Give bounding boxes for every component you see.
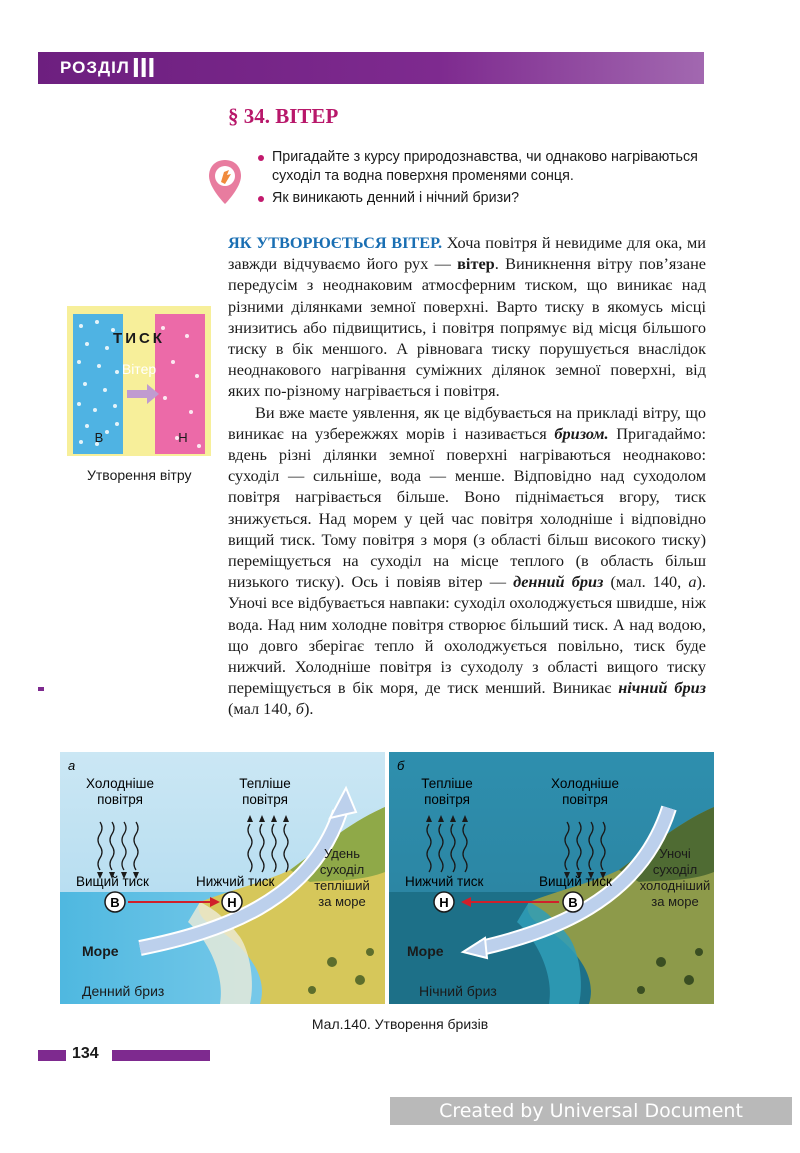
land-note: суходіл [652,862,698,877]
land-note: Удень [323,846,361,861]
sea-label: Море [407,943,444,959]
term-breeze: бризом. [554,423,609,443]
text-run: б [295,699,304,719]
land-note: холодніший [639,878,711,893]
figure-caption: Мал.140. Утворення бризів [311,1016,489,1032]
pressure-title: ТИСК [113,330,165,347]
text-run: а [688,572,697,592]
land-note: суходіл [319,862,365,877]
wind-formation-figure [67,306,211,456]
low-pressure-label: Нижчий тиск [196,874,275,889]
high-marker: В [110,895,120,910]
warm-air-label: повітря [242,792,288,807]
term-night-breeze: нічний бриз [618,678,707,698]
text-run: ). [303,699,314,719]
cold-air-label: повітря [562,792,608,807]
side-figure-caption: Утворення вітру [87,467,192,483]
wind-label: Вітер [121,361,157,377]
question-item: Як виникають денний і нічний бризи? [256,189,706,208]
page-number: 134 [72,1045,99,1062]
chapter-number: III [132,52,156,83]
land-note: за море [318,894,366,909]
text-run: ). Уночі все відбувається навпаки: суходіл охолоджується швидше, ніж вода. Над ним холодне повітря створює більший тиск. А над водою, що довго зберігає тепло й охолоджується повільно, тиск буде нижчий. Холодніше повітря із суходолу з області вищого тиску переміщується в бік моря, де тиск менший. Виникає [228,572,706,698]
warm-air-label: Тепліше [239,776,291,791]
warm-air-label: Тепліше [421,776,473,791]
term-wind: вітер [457,254,495,274]
watermark: Created by Universal Document Converter [390,1097,792,1125]
panel-letter: а [68,758,76,773]
low-marker: Н [227,895,237,910]
panel-name: Денний бриз [82,983,165,999]
margin-mark [38,687,44,691]
text-run: Пригадаймо: вдень різні ділянки земної поверхні нагріваються неоднаково: суходіл — сильніше, вода — менше. Відповідно над суходолом повітря нагрівається більше. Воно піднімається вгору, тиск знижується. Над морем у цей час повітря холодніше і відповідно вищий тиск. Тому повітря з моря (з області більш високого тиску) переміщується на суходіл на місце теплого (в область більш низького тиску). Ось і повіяв вітер — [228,423,706,592]
cold-air-label: Холодніше [86,776,154,791]
main-text [228,232,706,720]
text-run: (мал 140, [228,699,296,719]
paragraph [228,402,706,720]
question-item: Пригадайте з курсу природознавства, чи однаково нагріваються суходіл та водна поверхня променями сонця. [256,148,706,186]
pressure-diagram [67,306,211,456]
low-pressure-label: Н [178,430,188,445]
low-marker: Н [439,895,449,910]
high-pressure-label: Вищий тиск [76,874,149,889]
night-breeze-panel [389,752,714,1004]
cold-air-label: повітря [97,792,143,807]
panel-name: Нічний бриз [419,983,497,999]
low-pressure-label: Нижчий тиск [405,874,484,889]
cold-air-label: Холодніше [551,776,619,791]
high-pressure-label: В [94,430,104,445]
high-pressure-label: Вищий тиск [539,874,612,889]
chapter-label: РОЗДІЛ [60,58,130,77]
text-run: Ви вже маєте уявлення, як це відбувається на прикладі вітру, що виникає на узбережжях морів і називається [228,402,706,443]
footer-bar-left [38,1050,66,1061]
text-run: Хоча повітря й невидиме для ока, ми завжди відчуваємо його рух — [228,233,706,274]
land-note: тепліший [314,878,370,893]
footer-bar-right [112,1050,210,1061]
review-questions [256,148,706,211]
panel-letter: б [397,758,405,773]
text-run: . Виникнення вітру пов’язане передусім з неоднаковим атмосферним тиском, що виникає над різними ділянками земної поверхні. Варто тиску в якомусь місці знизитись або підвищитись, і повітря попрямує від місця більшого тиску в бік меншого. А рівновага тиску порушується внаслідок неоднакового нагрівання суміжних ділянок земної поверхні, від яких по-різному нагрівається і повітря. [228,254,707,401]
text-run: (мал. 140, [603,572,689,592]
warm-air-label: повітря [424,792,470,807]
land-note: Уночі [659,846,691,861]
sea-label: Море [82,943,119,959]
location-pin-icon [207,158,243,208]
high-marker: В [568,895,578,910]
paragraph [228,232,706,402]
paragraph-heading: ЯК УТВОРЮЄТЬСЯ ВІТЕР. [228,233,443,252]
land-note: за море [651,894,699,909]
day-breeze-panel [60,752,385,1004]
section-title: § 34. ВІТЕР [228,104,339,128]
term-day-breeze: денний бриз [513,572,604,592]
